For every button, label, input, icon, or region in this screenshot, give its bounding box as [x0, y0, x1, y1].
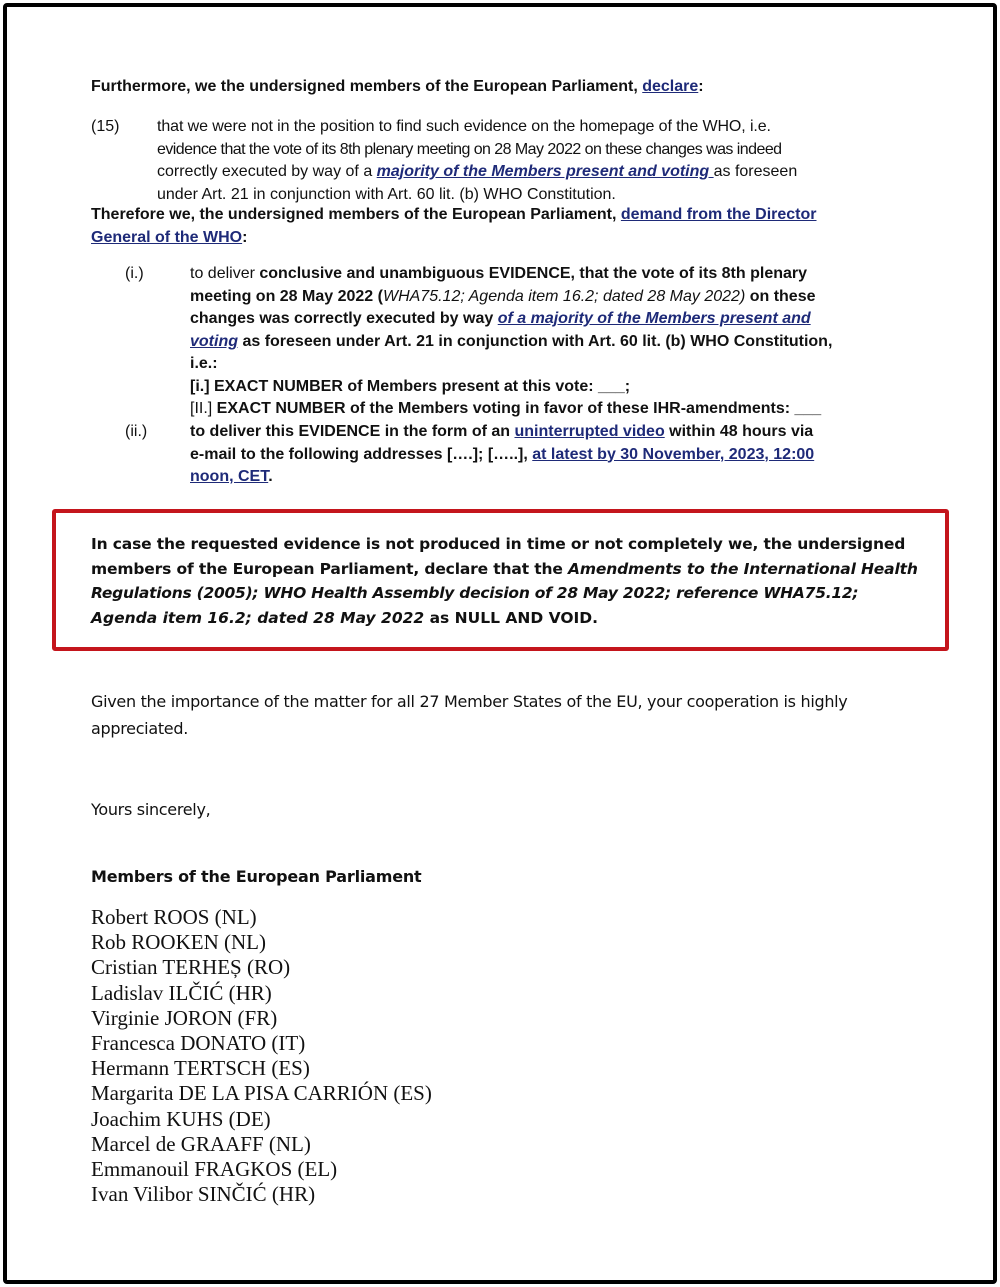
item-i-voting-link: voting	[190, 332, 238, 350]
item-i-line-4	[190, 331, 906, 354]
member-name: Cristian TERHEȘ (RO)	[91, 955, 291, 980]
item-15-line-3	[157, 161, 905, 184]
item-15-line-4: under Art. 21 in conjunction with Art. 60 lit. (b) WHO Constitution.	[157, 185, 616, 203]
highlight-text	[91, 532, 918, 630]
members-list	[91, 905, 432, 1207]
closing-line-2: appreciated.	[91, 719, 188, 738]
highlight-line-4	[91, 606, 906, 631]
highlight-line-3: Regulations (2005); WHO Health Assembly decision of 28 May 2022; reference WHA75.12;	[91, 584, 859, 602]
item-15-line-1: that we were not in the position to find such evidence on the homepage of the WHO, i.e.	[157, 118, 771, 135]
item-i-line-1-bold: conclusive and unambiguous EVIDENCE, that the vote of its 8th plenary	[259, 265, 808, 282]
member-name: Margarita DE LA PISA CARRIÓN (ES)	[91, 1081, 432, 1106]
item-15-line-3-post: as foreseen	[713, 163, 798, 180]
video-link: uninterrupted video	[514, 423, 665, 440]
therefore-paragraph	[91, 204, 906, 249]
item-i-line-3	[190, 308, 906, 331]
item-i-line-2-b: on these	[745, 287, 816, 305]
item-ii-text	[190, 421, 906, 489]
yours-sincerely: Yours sincerely,	[91, 800, 211, 819]
member-name: Francesca DONATO (IT)	[91, 1031, 306, 1056]
item-ii-line-3-b: .	[268, 468, 273, 485]
closing-line-1: Given the importance of the matter for all 27 Member States of the EU, your cooperation is highly	[91, 692, 848, 711]
item-ii-line-1	[190, 421, 906, 444]
item-i-line-3-a: changes was correctly executed by way	[190, 310, 498, 327]
item-ii-line-2-a: e-mail to the following addresses [….]; […..],	[190, 445, 533, 463]
sub-item-ii-pre: [II.]	[190, 400, 217, 417]
highlight-line-1: In case the requested evidence is not produced in time or not completely we, the undersigned	[91, 535, 906, 553]
item-ii-line-3	[190, 466, 906, 489]
therefore-lead: Therefore we, the undersigned members of the European Parliament,	[91, 206, 621, 223]
item-15-line-3-pre: correctly executed by way of a	[157, 163, 377, 180]
highlight-line-4-italic: Agenda item 16.2; dated 28 May 2022	[91, 608, 425, 627]
item-ii-line-2	[190, 444, 906, 467]
item-15-number: (15)	[91, 118, 120, 135]
intro-line	[91, 76, 911, 99]
item-i-line-1-pre: to deliver	[190, 265, 260, 282]
item-i-line-2-italic: WHA75.12; Agenda item 16.2; dated 28 May 2022)	[382, 287, 746, 305]
highlight-line-2	[91, 557, 918, 582]
item-i-line-1	[190, 263, 906, 286]
therefore-line-1	[91, 204, 906, 227]
item-ii-line-1-b: within 48 hours via	[664, 423, 814, 440]
highlight-line-4-b: as NULL AND VOID.	[424, 608, 599, 627]
demand-link-2: General of the WHO	[91, 228, 243, 246]
member-name: Emmanouil FRAGKOS (EL)	[91, 1157, 338, 1182]
intro-lead: Furthermore, we the undersigned members of the European Parliament,	[91, 78, 643, 95]
item-ii-number: (ii.)	[125, 423, 148, 440]
member-name: Hermann TERTSCH (ES)	[91, 1056, 310, 1081]
item-i-majority-link: of a majority of the Members present and	[497, 310, 811, 327]
therefore-line-2	[91, 227, 906, 250]
item-ii-line-1-a: to deliver this EVIDENCE in the form of an	[190, 423, 515, 440]
member-name: Virginie JORON (FR)	[91, 1005, 278, 1030]
item-i-text	[190, 263, 906, 421]
item-i-line-4-b: as foreseen under Art. 21 in conjunction with Art. 60 lit. (b) WHO Constitution,	[238, 332, 833, 350]
item-15-text	[157, 116, 905, 206]
member-name: Ivan Vilibor SINČIĆ (HR)	[91, 1182, 316, 1207]
member-name: Marcel de GRAAFF (NL)	[91, 1131, 311, 1156]
demand-link-1: demand from the Director	[620, 206, 817, 223]
majority-link: majority of the Members present and voting	[376, 163, 714, 180]
members-heading: Members of the European Parliament	[91, 867, 422, 886]
closing-paragraph	[91, 688, 906, 742]
highlight-line-2-a: members of the European Parliament, declare that the	[91, 559, 569, 578]
member-name: Ladislav ILČIĆ (HR)	[91, 980, 272, 1005]
declare-word: declare	[642, 78, 699, 95]
deadline-link: at latest by 30 November, 2023, 12:00	[532, 445, 815, 463]
highlight-line-2-italic: Amendments to the International Health	[568, 559, 918, 578]
sub-item-i: [i.] EXACT NUMBER of Members present at this vote: ___;	[190, 377, 631, 395]
item-i-number: (i.)	[125, 265, 144, 282]
member-name: Joachim KUHS (DE)	[91, 1106, 271, 1131]
deadline-link-cont: noon, CET	[190, 468, 269, 485]
sub-item-ii-bold: EXACT NUMBER of the Members voting in favor of these IHR-amendments: ___	[216, 400, 822, 417]
item-i-line-2-a: meeting on 28 May 2022 (	[190, 287, 383, 305]
item-i-line-2	[190, 286, 906, 309]
sub-item-ii	[190, 398, 906, 421]
item-15-line-2: evidence that the vote of its 8th plenary meeting on 28 May 2022 on these changes was indeed	[157, 140, 782, 158]
member-name: Robert ROOS (NL)	[91, 905, 257, 929]
therefore-colon: :	[242, 228, 248, 246]
intro-colon: :	[698, 78, 704, 95]
member-name: Rob ROOKEN (NL)	[91, 930, 266, 955]
item-i-line-5: i.e.:	[190, 355, 218, 372]
